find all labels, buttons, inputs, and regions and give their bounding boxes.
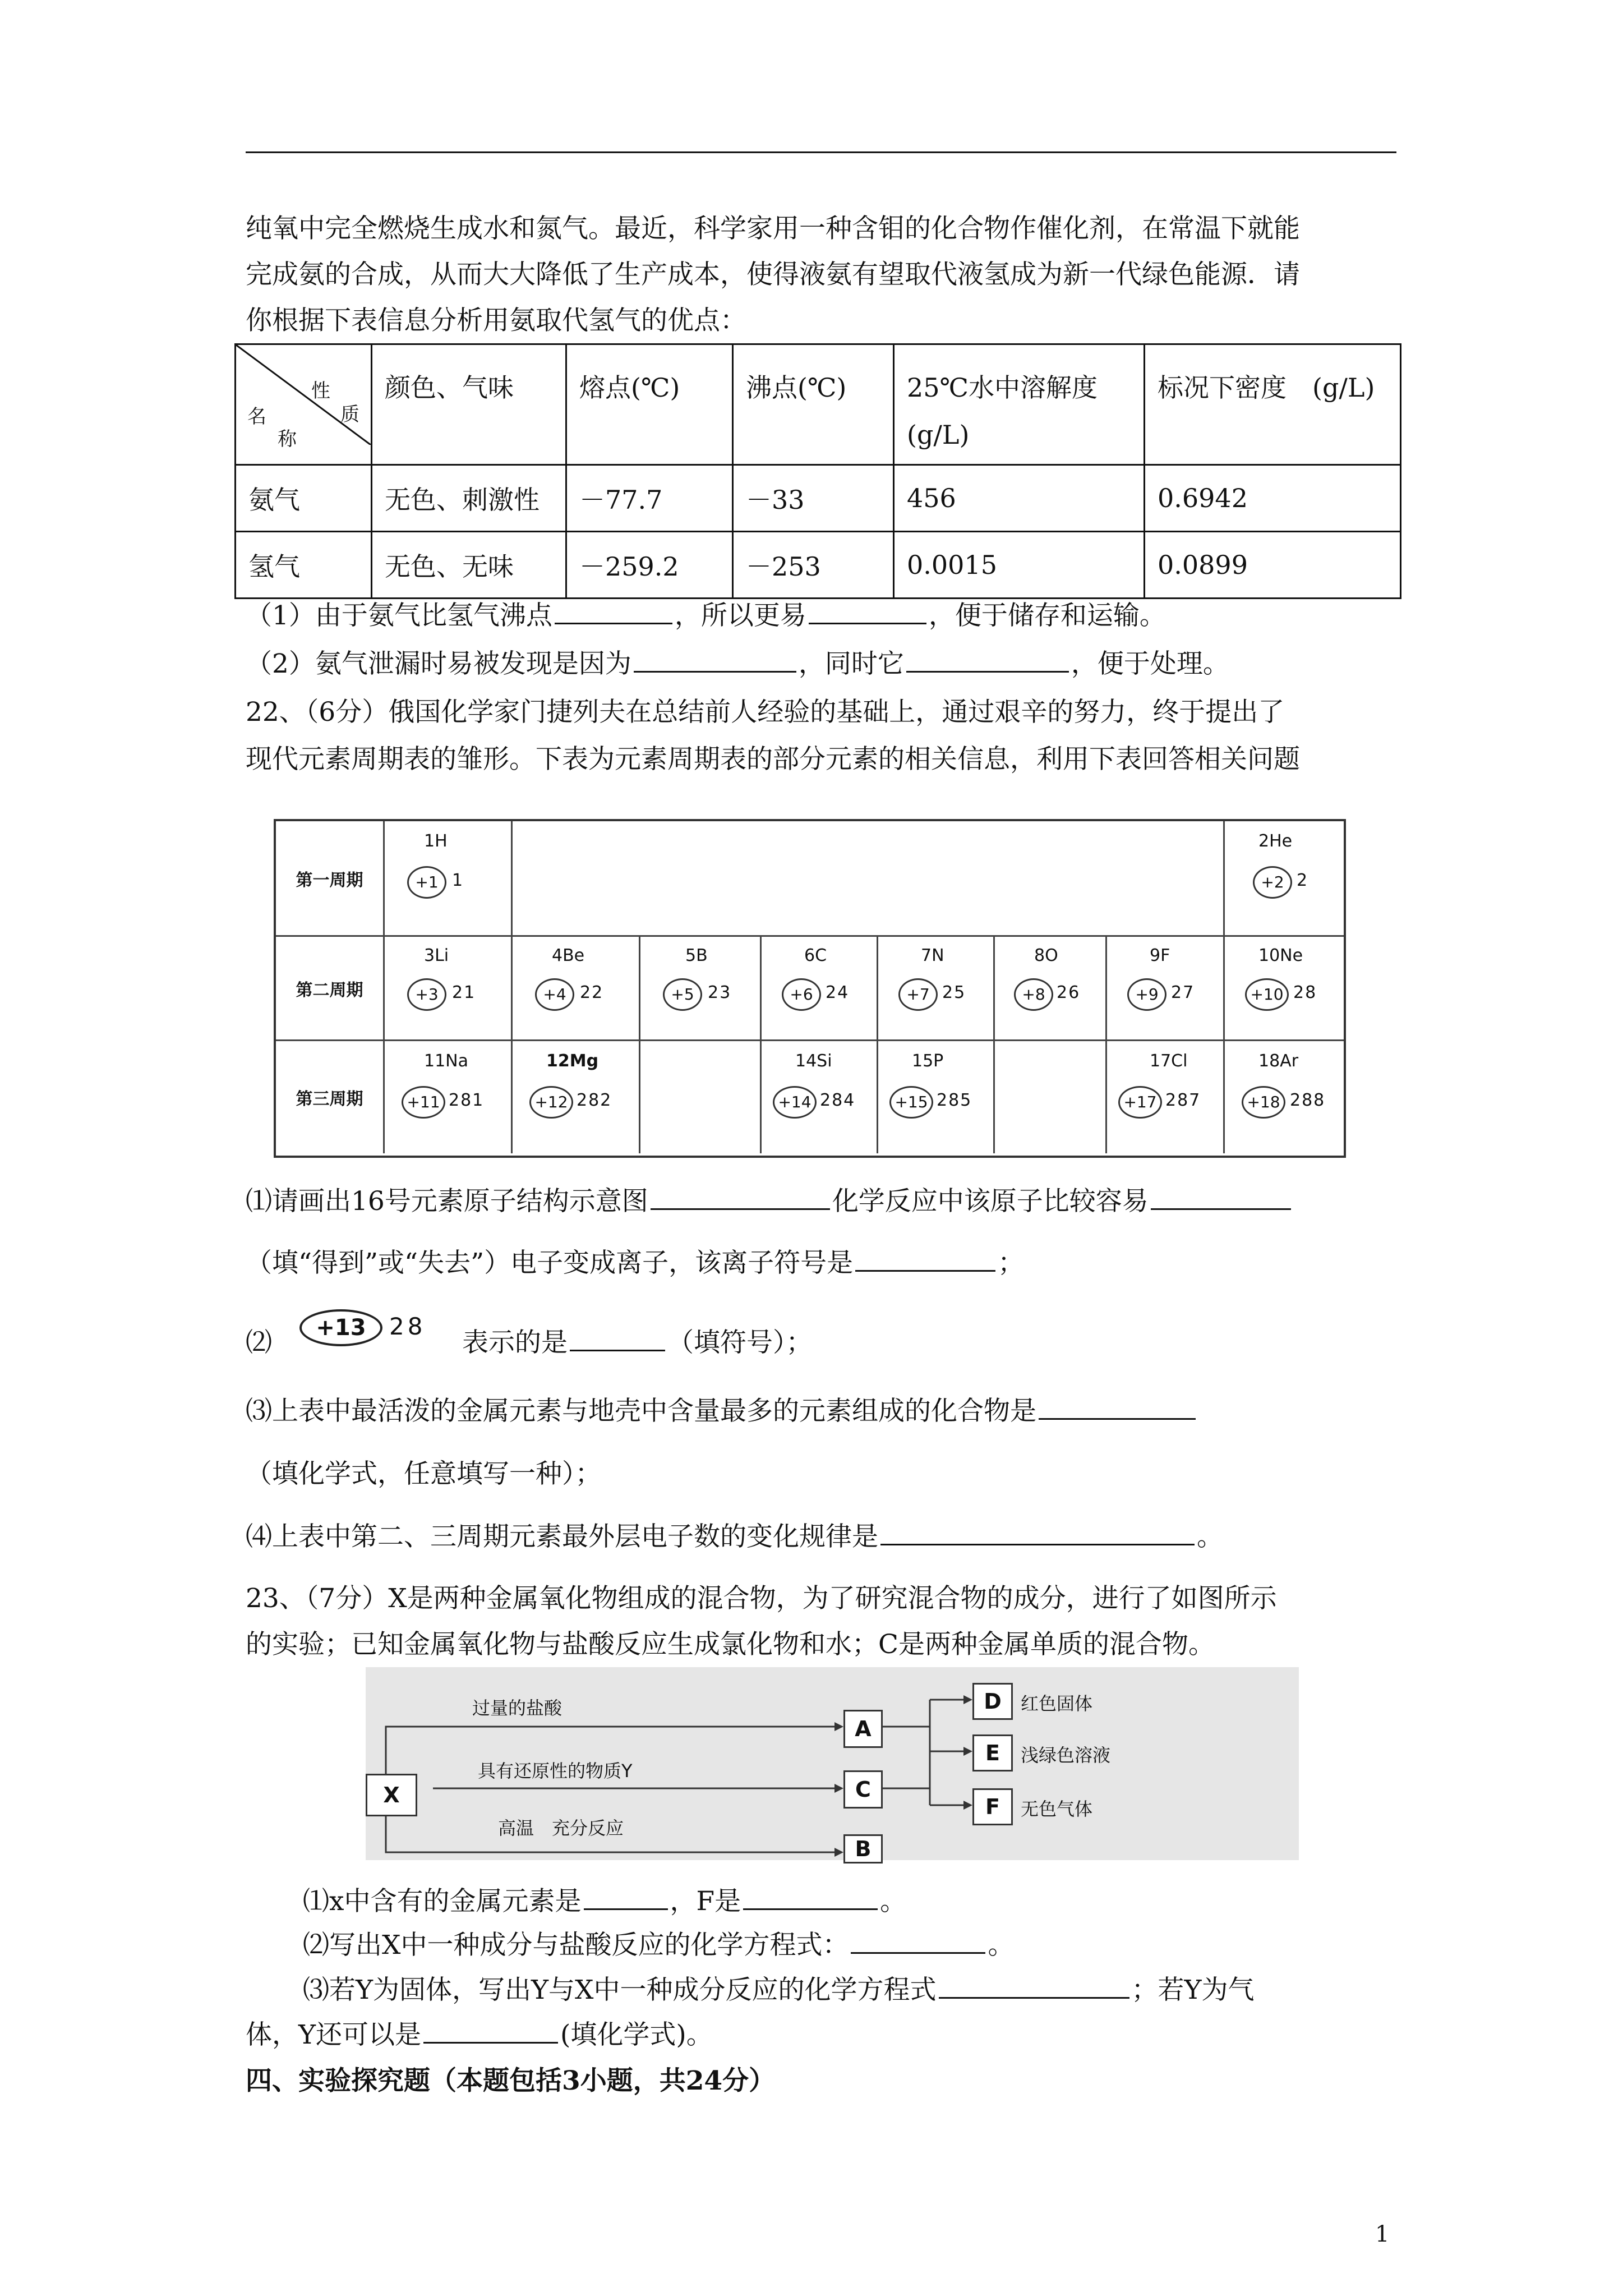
blank[interactable] (634, 645, 796, 673)
atom-nucleus-icon: +13 (299, 1309, 382, 1346)
electron-shells: 28 (389, 1313, 426, 1340)
q23-line-2: 的实验；已知金属氧化物与盐酸反应生成氯化物和水；C是两种金属单质的混合物。 (246, 1629, 1215, 1660)
periodic-table (274, 819, 1346, 1158)
label-d: 红色固体 (1021, 1693, 1093, 1714)
table-row: 氨气 无色、刺激性 －77.7 －33 456 0.6942 (236, 465, 1401, 532)
element-cell: 12Mg +12 282 (513, 1041, 640, 1153)
blank[interactable] (939, 1971, 1129, 1999)
diagonal-header-cell: 性 质 名 称 (236, 344, 372, 465)
blank[interactable] (851, 1926, 985, 1954)
blank[interactable] (855, 1244, 995, 1272)
period-label: 第一周期 (276, 821, 385, 937)
q22-sub1: ⑴请画出16号元素原子结构示意图 化学反应中该原子比较容易 (246, 1180, 1293, 1218)
blank[interactable] (1039, 1392, 1196, 1420)
element-cell: 17Cl +17 287 (1107, 1041, 1225, 1153)
blank[interactable] (423, 2016, 558, 2044)
section-4-heading: 四、实验探究题（本题包括3小题，共24分） (246, 2065, 776, 2096)
empty-cell (995, 1041, 1107, 1153)
element-cell: 11Na +11 281 (385, 1041, 513, 1153)
label-condition: 高温 充分反应 (498, 1818, 624, 1839)
blank[interactable] (570, 1324, 665, 1351)
q23-sub3: ⑶若Y为固体，写出Y与X中一种成分反应的化学方程式 ；若Y为气 (303, 1969, 1255, 2007)
element-cell: 5B +5 23 (640, 937, 762, 1041)
element-cell: 18Ar +18 288 (1225, 1041, 1344, 1153)
page-number: 1 (1375, 2221, 1390, 2247)
intro-line-3: 你根据下表信息分析用氨取代氢气的优点： (246, 305, 746, 336)
box-c: C (843, 1770, 883, 1809)
blank[interactable] (906, 645, 1069, 673)
blank[interactable] (651, 1182, 830, 1210)
blank[interactable] (584, 1883, 668, 1910)
q22-sub3: ⑶上表中最活泼的金属元素与地壳中含量最多的元素组成的化合物是 (246, 1390, 1198, 1428)
element-cell: 9F +9 27 (1107, 937, 1225, 1041)
q21-part1: （1）由于氨气比氢气沸点 ，所以更易 ，便于储存和运输。 (246, 595, 1166, 632)
table-row: 氢气 无色、无味 －259.2 －253 0.0015 0.0899 (236, 532, 1401, 599)
label-acid: 过量的盐酸 (472, 1697, 562, 1719)
element-cell: 1H +1 1 (385, 821, 513, 937)
period-label: 第三周期 (276, 1041, 385, 1153)
header-color: 颜色、气味 (372, 344, 566, 465)
box-f: F (972, 1788, 1013, 1825)
element-cell: 8O +8 26 (995, 937, 1107, 1041)
header-rule (246, 151, 1396, 153)
box-d: D (972, 1683, 1013, 1720)
q22-sub2: ⑵ +13 28 表示的是 （填符号）； (246, 1322, 272, 1361)
box-b: B (843, 1834, 883, 1864)
intro-line-2: 完成氨的合成，从而大大降低了生产成本，使得液氨有望取代液氢成为新一代绿色能源．请 (246, 259, 1300, 290)
element-cell: 4Be +4 22 (513, 937, 640, 1041)
q23-sub3-cont: 体，Y还可以是 (填化学式)。 (246, 2014, 713, 2051)
blank[interactable] (880, 1518, 1195, 1545)
empty-cell (513, 821, 1225, 937)
box-e: E (972, 1734, 1013, 1772)
q23-sub2: ⑵写出X中一种成分与盐酸反应的化学方程式： 。 (303, 1924, 1014, 1962)
box-x: X (366, 1774, 417, 1816)
label-reducer: 具有还原性的物质Y (478, 1760, 633, 1782)
header-solubility: 25℃水中溶解度(g/L) (894, 344, 1145, 465)
intro-line-1: 纯氧中完全燃烧生成水和氮气。最近，科学家用一种含钼的化合物作催化剂，在常温下就能 (246, 213, 1300, 244)
q21-part2: （2）氨气泄漏时易被发现是因为 ，同时它 ，便于处理。 (246, 643, 1229, 680)
element-cell: 14Si +14 284 (762, 1041, 878, 1153)
q22-line-1: 22、（6分）俄国化学家门捷列夫在总结前人经验的基础上，通过艰辛的努力，终于提出了 (246, 697, 1285, 728)
box-a: A (843, 1710, 883, 1748)
element-cell: 7N +7 25 (878, 937, 995, 1041)
experiment-flow-diagram (366, 1667, 1299, 1860)
q22-sub4: ⑷上表中第二、三周期元素最外层电子数的变化规律是 。 (246, 1516, 1223, 1553)
blank[interactable] (743, 1883, 878, 1910)
element-cell: 15P +15 285 (878, 1041, 995, 1153)
q22-line-2: 现代元素周期表的雏形。下表为元素周期表的部分元素的相关信息，利用下表回答相关问题 (246, 744, 1300, 775)
element-cell: 2He +2 2 (1225, 821, 1344, 937)
element-cell: 3Li +3 21 (385, 937, 513, 1041)
empty-cell (640, 1041, 762, 1153)
q22-sub1-cont: （填“得到”或“失去”）电子变成离子，该离子符号是 ； (246, 1242, 1024, 1280)
element-cell: 6C +6 24 (762, 937, 878, 1041)
blank[interactable] (809, 597, 926, 624)
properties-table (234, 343, 1401, 599)
q22-sub3-cont: （填化学式，任意填写一种）； (246, 1458, 602, 1489)
q23-line-1: 23、（7分）X是两种金属氧化物组成的混合物，为了研究混合物的成分，进行了如图所示 (246, 1583, 1277, 1614)
header-bp: 沸点(℃) (733, 344, 894, 465)
element-cell: 10Ne +10 28 (1225, 937, 1344, 1041)
header-density: 标况下密度 (g/L) (1145, 344, 1401, 465)
period-label: 第二周期 (276, 937, 385, 1041)
label-f: 无色气体 (1021, 1798, 1093, 1820)
blank[interactable] (555, 597, 672, 624)
header-mp: 熔点(℃) (566, 344, 733, 465)
blank[interactable] (1151, 1182, 1291, 1210)
q23-sub1: ⑴x中含有的金属元素是 ，F是 。 (303, 1880, 906, 1918)
label-e: 浅绿色溶液 (1021, 1745, 1111, 1766)
